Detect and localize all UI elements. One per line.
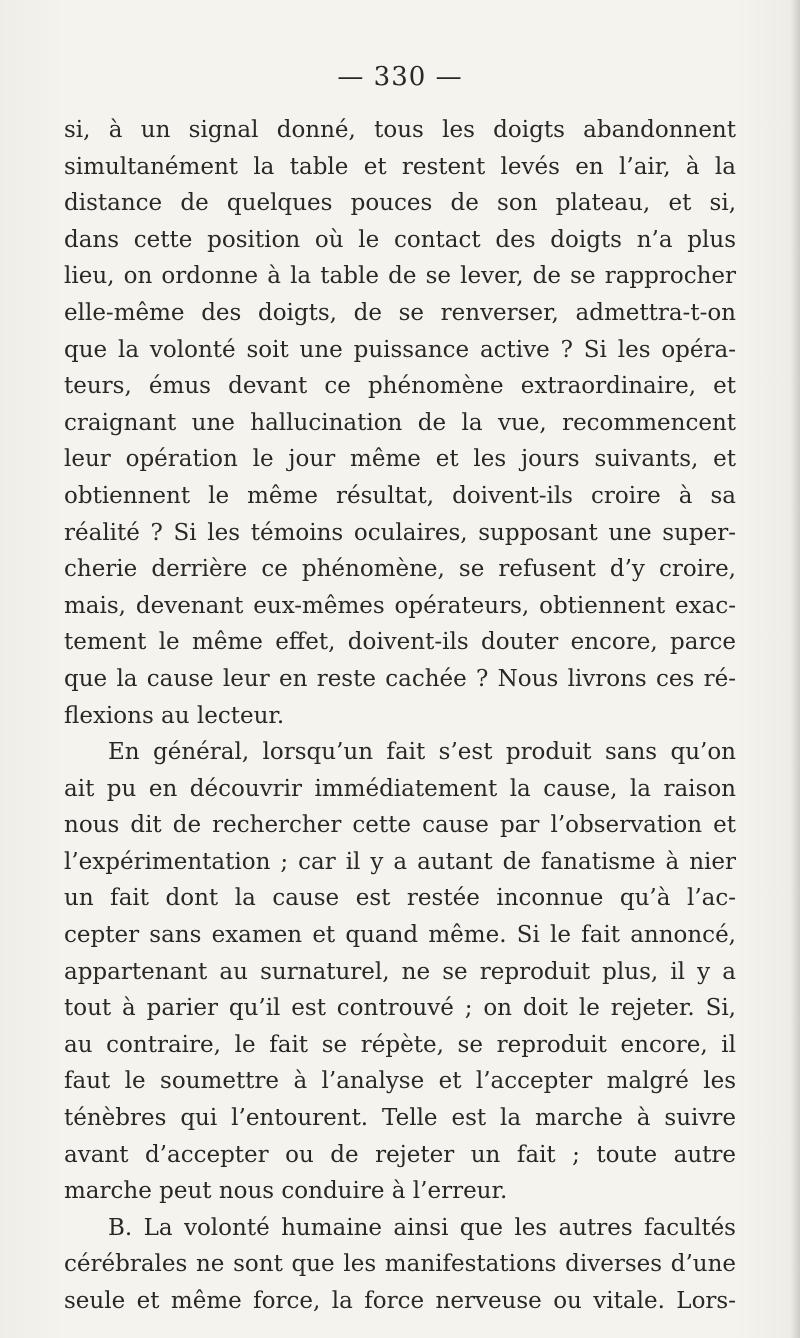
text-line: distance de quelques pouces de son plateau, et si, [64,190,736,217]
text-line: avant d’accepter ou de rejeter un fait ; toute autre [64,1141,736,1168]
text-line: flexions au lecteur. [64,702,285,729]
text-line: lieu, on ordonne à la table de se lever, de se rapprocher [64,263,736,290]
text-line: appartenant au surnaturel, ne se reproduit plus, il y a [64,958,736,985]
text-line: mais, devenant eux-mêmes opérateurs, obtiennent exac- [64,592,736,619]
page-edge-shadow [790,0,800,1338]
text-line: obtiennent le même résultat, doivent-ils croire à sa [64,482,736,509]
text-line: marche peut nous conduire à l’erreur. [64,1178,508,1205]
text-line: cherie derrière ce phénomène, se refusent d’y croire, [64,556,736,583]
text-line: leur opération le jour même et les jours suivants, et [64,446,736,473]
text-line: si, à un signal donné, tous les doigts abandonnent [64,117,736,143]
text-line: elle-même des doigts, de se renverser, admettra-t-on [64,299,736,326]
text-line: que la cause leur en reste cachée ? Nous livrons ces ré- [64,665,736,692]
text-line: que la volonté soit une puissance active ? Si les opéra- [64,336,736,363]
text-line: ténèbres qui l’entourent. Telle est la marche à suivre [64,1105,736,1132]
text-line: teurs, émus devant ce phénomène extraordinaire, et [64,373,736,400]
text-line: l’expérimentation ; car il y a autant de fanatisme à nier [64,848,736,875]
body-text [64,112,736,1320]
paragraph-start-line: B. La volonté humaine ainsi que les autres facultés [108,1214,736,1241]
text-line: dans cette position où le contact des doigts n’a plus [64,226,736,253]
text-line: réalité ? Si les témoins oculaires, supposant une super- [64,519,736,546]
text-line: un fait dont la cause est restée inconnue qu’à l’ac- [64,885,736,912]
text-line: tout à parier qu’il est controuvé ; on doit le rejeter. Si, [64,995,736,1022]
text-line: seule et même force, la force nerveuse ou vitale. Lors- [64,1288,736,1314]
text-line: tement le même effet, doivent-ils douter encore, parce [64,629,736,656]
text-line: nous dit de rechercher cette cause par l’observation et [64,812,736,839]
page-number: — 330 — [337,62,463,92]
text-line: simultanément la table et restent levés en l’air, à la [64,153,736,180]
paragraph-start-line: En général, lorsqu’un fait s’est produit sans qu’on [108,739,736,766]
text-line: craignant une hallucination de la vue, recommencent [64,409,736,436]
text-line: cérébrales ne sont que les manifestations diverses d’une [64,1251,736,1278]
text-line: ait pu en découvrir immédiatement la cause, la raison [64,775,736,802]
text-line: cepter sans examen et quand même. Si le fait annoncé, [64,922,736,949]
text-line: au contraire, le fait se répète, se reproduit encore, il [64,1031,736,1058]
text-line: faut le soumettre à l’analyse et l’accepter malgré les [64,1068,736,1095]
